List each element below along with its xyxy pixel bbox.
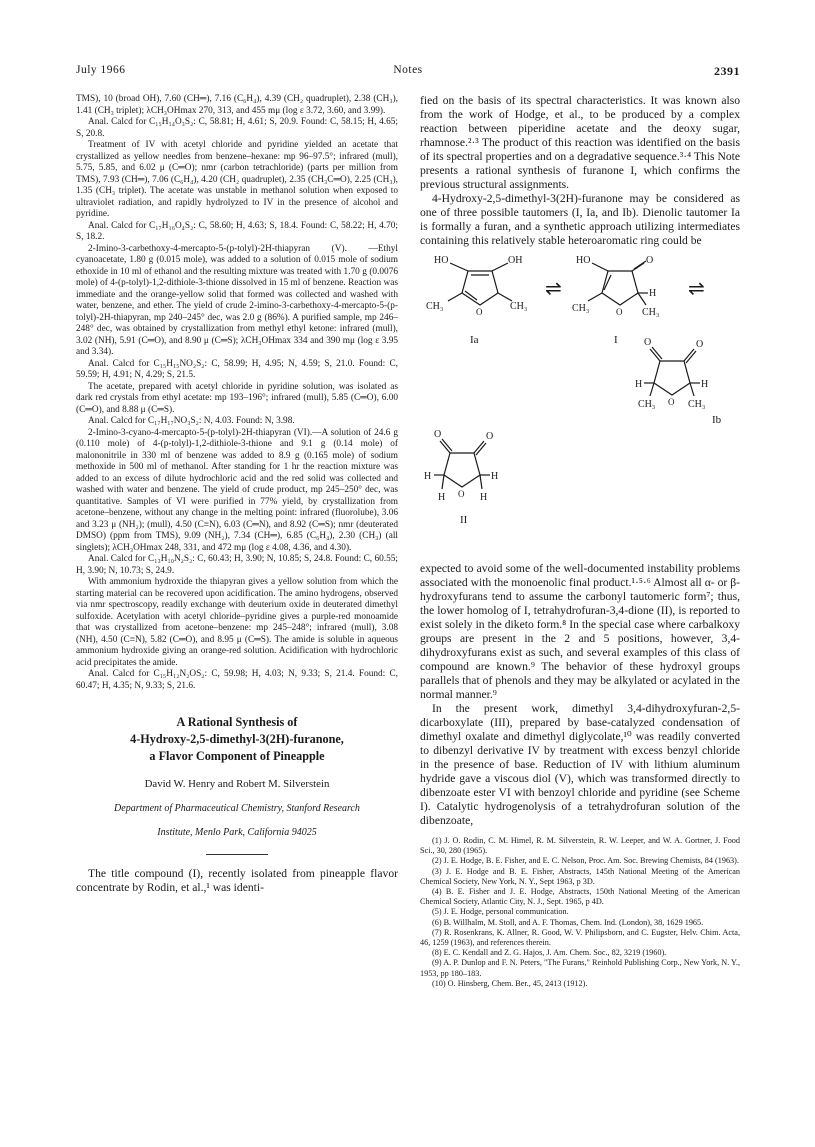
article-title-line: a Flavor Component of Pineapple [149, 749, 325, 763]
equilibrium-arrow-1: ⇌ [545, 278, 562, 300]
paragraph: With ammonium hydroxide the thiapyran gives a yellow solution from which the starting material can be recovered upon acidification. The amino hydrogens, observed via nmr spectroscopy, readily exchange with deuterium oxide in deuterated dimethyl sulfoxide. Acetylation with acetyl chloride–pyridine gives a purple-red monoamide that was crystallized from acetone–benzene: mp 245–248°; infrared (mull), 3.08 (NH), 4.50 (C≡N), 5.82 (C═O), and 8.95 μ (C═S). The amide is soluble in aqueous ammonium hydroxide giving an orange-red solution. Acidification with hydrochloric acid precipitates the amide. [76, 577, 398, 668]
i-ch3-right: CH₃ [642, 307, 660, 318]
i-ring-o: O [616, 307, 623, 317]
structure-figure [420, 251, 740, 559]
ib-compound-label: Ib [712, 414, 722, 426]
ii-h-c: H [438, 492, 446, 503]
article-heading [76, 714, 398, 855]
left-column [76, 94, 398, 895]
i-ho-label: HO [576, 255, 591, 266]
right-column [420, 94, 740, 989]
ib-h-right: H [701, 379, 709, 390]
footnote-references [420, 836, 740, 989]
paragraph: In the present work, dimethyl 3,4-dihydroxyfuran-2,5-dicarboxylate (III), prepared by base-catalyzed condensation of dimethyl oxalate and dimethyl diglycolate,¹⁰ was readily converted to dibenzyl derivative IV by treatment with excess benzyl chloride in the presence of base. Reduction of IV with lithium aluminum hydride gave a viscous diol (V), which was transformed directly to dibenzoate ester VI with benzoyl chloride and pyridine (see Scheme I). Catalytic hydrogenolysis of a tetrahydrofuran solution of the dibenzoate, [420, 702, 740, 827]
paragraph: Anal. Calcd for C₁₅H₁₄O₃S₂: C, 58.81; H, 4.61; S, 20.9. Found: C, 58.15; H, 4.65; S, 20.8. [76, 117, 398, 139]
paragraph: 2-Imino-3-carbethoxy-4-mercapto-5-(p-tolyl)-2H-thiapyran (V). —Ethyl cyanoacetate, 1.80 g (0.015 mole), was added to a solution of 0.015 mole of sodium ethoxide in 10 ml of ethanol and the resulting mixture was treated with 1.70 g (0.0076 mole) of 4-(p-tolyl)-1,2-dithiole-3-thione dissolved in 15 ml of benzene. Reaction was immediate and the orange-yellow solid that formed was collected and washed with water, benzene, and ether. The yield of crude 2-imino-3-carbethoxy-4-mercapto-5-(p-tolyl)-2H-thiapyran, mp 240–245° dec, was 2.0 g (86%). A purified sample, mp 246–248° dec, was obtained by crystallization from methyl ethyl ketone: infrared (mull), 3.02 (NH), 5.91 (C═O), and 8.90 μ (C═S); λCH₃OHmax 334 and 390 mμ (log ε 3.95 and 3.34). [76, 243, 398, 357]
paragraph: Anal. Calcd for C₁₇H₁₇NO₃S₂: N, 4.03. Found: N, 3.98. [88, 416, 295, 426]
ib-o-left: O [644, 337, 652, 348]
reference-item: (2) J. E. Hodge, B. E. Fisher, and E. C. Nelson, Proc. Am. Soc. Brewing Chemists, 84 (1963). [432, 856, 739, 866]
article-affiliation-line: Department of Pharmaceutical Chemistry, Stanford Research [114, 802, 360, 814]
reference-item: (5) J. E. Hodge, personal communication. [432, 907, 569, 917]
paragraph: TMS), 10 (broad OH), 7.60 (CH═), 7.16 (C₆H₄), 4.39 (CH₂ quadruplet), 2.38 (CH₃), 1.41 (CH₃ triplet); λCH₃OHmax 270, 313, and 455 mμ (log ε 3.72, 3.60, and 3.99). [76, 94, 398, 116]
ii-compound-label: II [460, 514, 468, 526]
header-date: July 1966 [76, 64, 126, 76]
experimental-text [76, 94, 398, 692]
ib-ch3-left: CH₃ [638, 399, 656, 410]
paragraph: The acetate, prepared with acetyl chloride in pyridine solution, was isolated as dark red crystals from ethyl acetate: mp 193–196°; infrared (mull), 5.85 (C═O), 6.00 (C═O), and 8.88 μ (C═S). [76, 381, 398, 415]
article-authors: David W. Henry and Robert M. Silverstein [144, 778, 330, 790]
i-h-label: H [649, 288, 657, 299]
ii-h-a: H [424, 471, 432, 482]
intro-paragraph: The title compound (I), recently isolated from pineapple flavor concentrate by Rodin, et al.,¹ was identi- [76, 866, 398, 894]
ii-h-b: H [491, 471, 499, 482]
paragraph: 4-Hydroxy-2,5-dimethyl-3(2H)-furanone may be considered as one of three possible tautomers (I, Ia, and Ib). Dienolic tautomer Ia is formally a furan, and a synthetic approach utilizing intermediates containing this relatively stable heteroaromatic ring could be [420, 192, 740, 247]
right-bottom-text [420, 562, 740, 828]
ia-ch3-right: CH₃ [510, 301, 528, 312]
ia-ch3-left: CH₃ [426, 301, 444, 312]
tautomer-structures [420, 251, 740, 559]
header-section: Notes [393, 64, 423, 76]
i-ch3-left: CH₃ [572, 303, 590, 314]
reference-item: (7) R. Rosenkrans, K. Allner, R. Good, W. V. Philipsborn, and C. Eugster, Helv. Chim. Acta, 46, 1259 (1963), and references therein. [420, 927, 740, 948]
paragraph: 2-Imino-3-cyano-4-mercapto-5-(p-tolyl)-2H-thiapyran (VI).—A solution of 24.6 g (0.110 mole) of 4-(p-tolyl)-1,2-dithiole-3-thione and 9.1 g (0.14 mole) of malononitrile in 330 ml of benzene was added to 8.9 g (0.165 mole) of sodium methoxide in 500 ml of methanol. After standing for 1 hr the reaction mixture was added to an excess of dilute hydrochloric acid and the red solid was collected and washed with water and benzene. The yield of crude product, mp 245–250° dec, was quantitative. Samples of VI were purified in 77% yield, by crystallization from acetone–benzene, without any change in the melting point: infrared (fluorolube), 3.06 and 3.23 μ (NH₂); (mull), 4.50 (C≡N), 6.03 (C═N), and 8.92 (C═S); nmr (deuterated DMSO) (ppm from TMS), 9.09 (NH₂), 7.34 (CH═), 6.85 (C₆H₄), 2.30 (CH₃) (all singlets); λCH₃OHmax 248, 331, and 472 mμ (log ε 4.08, 4.36, and 4.30). [76, 427, 398, 553]
paragraph: Anal. Calcd for C₁₃H₁₀N₂S₂: C, 60.43; H, 3.90; N, 10.85; S, 24.8. Found: C, 60.55; H, 3.90; N, 10.73; S, 24.9. [76, 554, 398, 576]
paragraph: Treatment of IV with acetyl chloride and pyridine yielded an acetate that crystallized as yellow needles from benzene–hexane: mp 96–97.5°; infrared (mull), 5.75, 5.85, and 6.02 μ (C═O); nmr (carbon tetrachloride) (parts per million from TMS), 7.93 (CH═), 7.06 (C₆H₄), 4.20 (CH₂ quadruplet), 2.35 (CH₃C═O), 2.25 (CH₃), 1.35 (CH₃ triplet). The acetate was unstable in methanol solution when exposed to ultraviolet radiation, and rapidly hydrolyzed to IV in the presence of alcohol and pyridine. [76, 140, 398, 219]
ia-oh-label: OH [508, 255, 523, 266]
ib-h-left: H [635, 379, 643, 390]
equilibrium-arrow-2: ⇌ [688, 278, 705, 300]
article-title-line: 4-Hydroxy-2,5-dimethyl-3(2H)-furanone, [130, 732, 344, 746]
reference-item: (1) J. O. Rodin, C. M. Himel, R. M. Silverstein, R. W. Leeper, and W. A. Gortner, J. Food Sci., 30, 280 (1965). [420, 836, 740, 856]
paragraph: fied on the basis of its spectral characteristics. It was known also from the work of Hodge, et al., to be produced by a complex reaction between piperidine acetate and the deoxy sugar, rhamnose.²·³ The product of this reaction was identified on the basis of its spectral properties and on a degradative sequence.³·⁴ This Note presents a rational synthesis of furanone I, which confirms the previous structural assignments. [420, 94, 740, 191]
paragraph: expected to avoid some of the well-documented instability problems associated with the monoenolic final product.¹·⁵·⁶ Almost all α- or β-hydroxyfurans tend to assume the carbonyl tautomeric form⁷; thus, the lower homolog of I, tetrahydrofuran-3,4-dione (II), is reported to exist solely in the diketo form.⁸ In the special case where carbalkoxy groups are present in the 2 and 5 positions, however, 3,4-dihydroxyfurans exist as such, and several examples of this class of compound are known.⁹ The behavior of these hydroxyl groups parallels that of phenols and they may be alkylated or acylated in the normal manner.⁹ [420, 562, 740, 701]
article-affiliation-line: Institute, Menlo Park, California 94025 [157, 826, 317, 838]
reference-item: (10) O. Hinsberg, Chem. Ber., 45, 2413 (1912). [432, 978, 588, 988]
paragraph: Anal. Calcd for C₁₅H₁₅NO₂S₂: C, 58.99; H, 4.95; N, 4.59; S, 21.0. Found: C, 59.59; H, 4.91; N, 4.29; S, 21.5. [76, 358, 398, 380]
reference-item: (9) A. P. Dunlop and F. N. Peters, "The Furans," Reinhold Publishing Corp., New York, N. Y., 1953, pp 180–183. [420, 958, 740, 978]
ii-o-left: O [434, 429, 442, 440]
reference-item: (8) E. C. Kendall and Z. G. Hajos, J. Am. Chem. Soc., 82, 3219 (1960). [432, 948, 667, 958]
ia-ring-o: O [476, 307, 483, 317]
i-compound-label: I [614, 334, 618, 346]
ib-ring-o: O [668, 397, 675, 407]
reference-item: (6) B. Willhalm, M. Stoll, and A. F. Thomas, Chem. Ind. (London), 38, 1629 1965. [432, 917, 704, 927]
ib-o-right: O [696, 339, 704, 350]
paragraph: Anal. Calcd for C₁₅H₁₂N₂OS₂: C, 59.98; H, 4.03; N, 9.33; S, 21.4. Found: C, 60.47; H, 4.35; N, 9.33; S, 21.6. [76, 669, 398, 691]
ia-compound-label: Ia [470, 334, 479, 346]
page-header [76, 64, 740, 78]
paragraph: Anal. Calcd for C₁₇H₁₆O₄S₂: C, 58.60; H, 4.63; S, 18.4. Found: C, 58.22; H, 4.70; S, 18.2. [76, 220, 398, 242]
ib-ch3-right: CH₃ [688, 399, 706, 410]
page-number: 2391 [714, 64, 740, 78]
reference-item: (4) B. E. Fisher and J. E. Hodge, Abstracts, 150th National Meeting of the American Chemical Society, Atlantic City, N. J., Sept. 1965, p 4D. [420, 887, 740, 907]
ii-h-d: H [480, 492, 488, 503]
article-title-line: A Rational Synthesis of [176, 715, 298, 729]
title-divider [206, 854, 268, 855]
article-intro [76, 867, 398, 895]
right-top-text [420, 94, 740, 248]
i-o-label: O [646, 255, 654, 266]
ii-o-right: O [486, 431, 494, 442]
reference-item: (3) J. E. Hodge and B. E. Fisher, Abstracts, 145th National Meeting of the American Chemical Society, New York, N. Y., Sept 1963, p 3D. [420, 866, 740, 886]
ia-ho-label: HO [434, 255, 449, 266]
ii-ring-o: O [458, 489, 465, 499]
